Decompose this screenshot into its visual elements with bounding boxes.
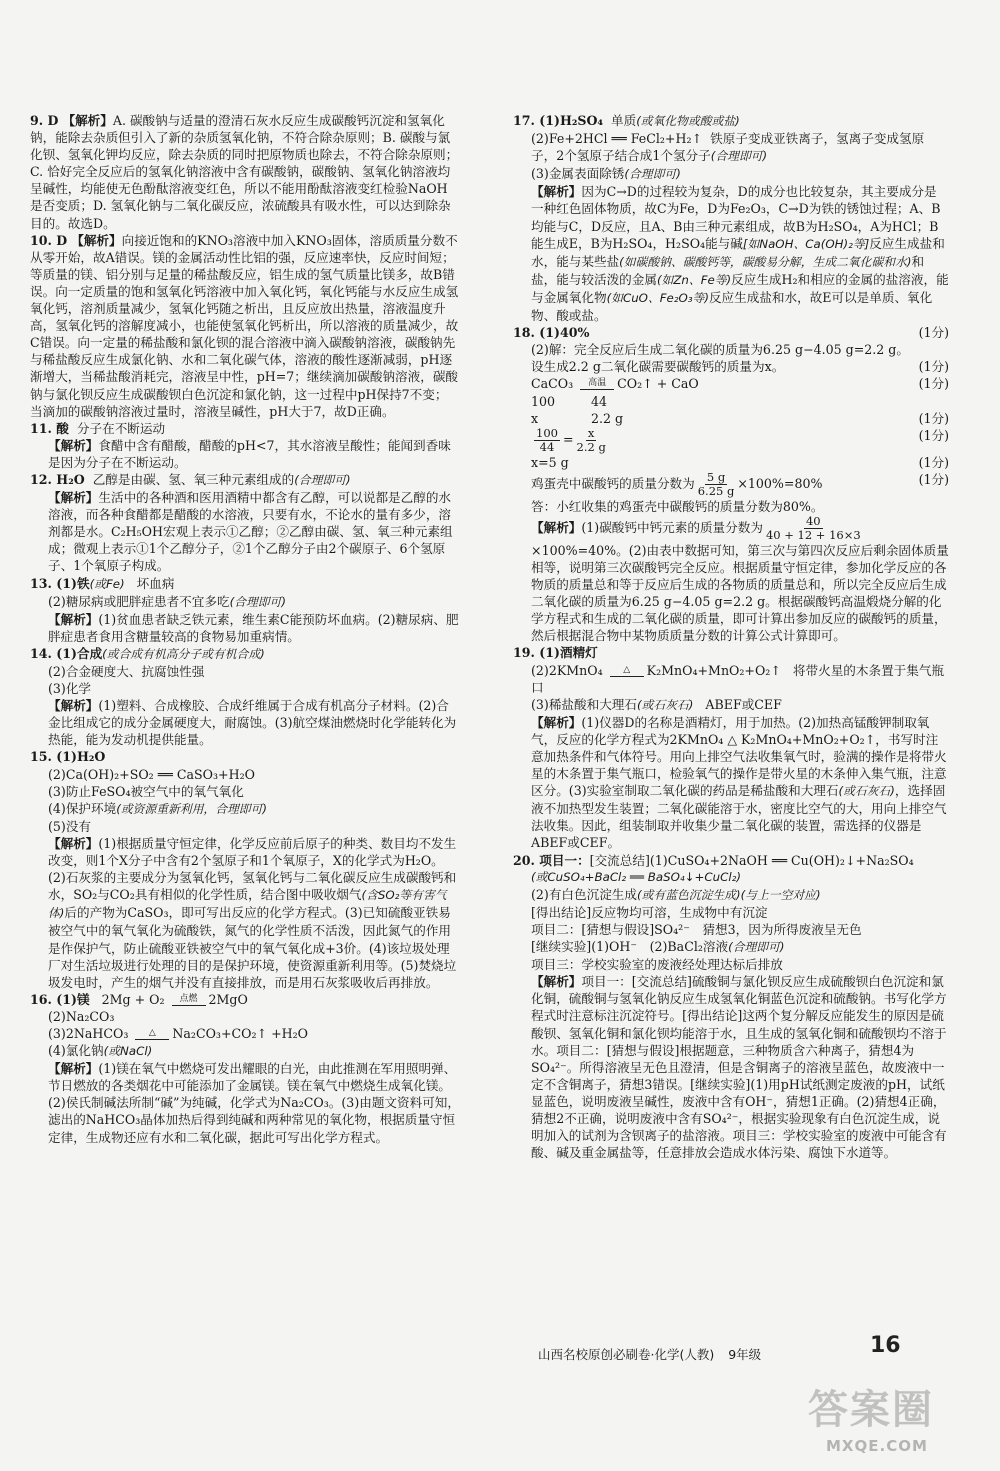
q20-number: 20. 项目一：	[513, 852, 590, 868]
q18-frac1-bottom: 44	[539, 439, 555, 454]
q19-text2: ，选择固液不加热型发生装置；二氧化碳能溶于水，密度比空气的大，用向上排空气法收集。因此，组装制取并收集少量二氧化碳的装置，需选择的仪器是ABEF或CEF。	[531, 783, 947, 851]
q17-text5: 反应生成盐和水，故E可以是单质、氧化物、酸或盐。	[531, 289, 933, 324]
q17-number: 17. (1)H₂SO₄	[513, 113, 603, 128]
q19-number: 19. (1)酒精灯	[513, 645, 598, 661]
q15-line4: (4)保护环境	[48, 800, 117, 816]
q18-eq-condition: 高温	[588, 378, 607, 389]
q15-text-note: (含SO₂等有害气体)	[48, 888, 447, 921]
q18-score-3: (1分)	[918, 376, 949, 392]
q16-line4: (4)氯化钠	[48, 1043, 104, 1059]
q18-score-5: (1分)	[918, 427, 949, 443]
q13-line2-note: (合理即可)	[229, 594, 286, 609]
q18-score-7: (1分)	[918, 471, 949, 487]
q16-text: (1)镁在氧气中燃烧可发出耀眼的白光，由此推测在军用照明弹、节日燃放的各类烟花中可能添加了金属镁。镁在氧气中燃烧生成氧化镁。(2)侯氏制碱法所制“碱”为纯碱，化学式为Na₂CO₃。(3)由题文资料可知，滤出的NaHCO₃晶体加热后得到纯碱和两种常见的氧化物，根据质量守恒定律，生成物还应有水和二氧化碳，据此可写出化学方程式。	[48, 1061, 460, 1145]
q19-line3-alt: (或石灰石)	[637, 697, 694, 712]
q15-text2: 后的产物为CaSO₃，即可写出反应的化学方程式。(3)已知硫酸亚铁易被空气中的氧气氧化为硫酸铁，氮气的化学性质不活泼，因此氮气的作用是作保护气，防止硫酸亚铁被空气中的氧气氧化成+3价。(4)该垃圾处理厂对生活垃圾进行处理的目的是保护环境，使资源重新利用等。(5)焚烧垃圾发电时，产生的烟气并没有直接排放，而是用石灰浆吸收后再排放。	[48, 905, 457, 990]
page-number: 16	[870, 1333, 901, 1358]
q18-tag: 【解析】	[531, 519, 582, 535]
q20-line2: (2)有白色沉淀生成	[531, 886, 637, 902]
q14-tag: 【解析】	[48, 698, 99, 714]
watermark-site: MXQE.COM	[826, 1437, 928, 1455]
q16-tag: 【解析】	[48, 1061, 99, 1077]
q10-tag: 【解析】	[71, 232, 122, 248]
q16-eq1-arrow	[172, 995, 206, 1006]
q20-line3: [得出结论]反应物均可溶，生成物中有沉淀	[531, 904, 768, 920]
q16-line3-condition: △	[148, 1027, 156, 1038]
q18-calculation: CaCO₃ 高温 CO₂↑ + CaO (1分) 100 44 x 2.2 g (1分) $\frac{100}{44}$ = $\frac{x}{2.2 g}$ (1分) x=5 g (1分) 鸡蛋壳中碳酸钙的质量分数为 $\frac{5 g}{6.25 g}$ ×100%=80% (1分) 答：小红收集的鸡蛋壳中碳酸钙的质量分数为80%。	[531, 376, 949, 514]
question-17	[513, 112, 949, 324]
footer-grade: 9年级	[728, 1347, 762, 1362]
q18-score-2: (1分)	[918, 359, 949, 375]
q19-note: (或石灰石)	[838, 784, 895, 799]
watermark-logo-text: 答案圈	[808, 1387, 934, 1433]
q17-note4: (如CuO、Fe₂O₃等)	[606, 290, 709, 305]
q13-answer: 坏血病	[136, 575, 175, 591]
q17-answer: 单质	[611, 113, 637, 128]
q16-line3: (3)2NaHCO₃	[48, 1025, 129, 1041]
q18-mass-2: 44	[591, 393, 608, 409]
q20-line5: [继续实验](1)OH⁻ (2)BaCl₂溶液	[531, 939, 729, 955]
q20-tag: 【解析】	[531, 974, 582, 990]
q17-note: [如NaOH、Ca(OH)₂等]	[742, 236, 870, 251]
q18-text-b: 100%=40%。(2)由表中数据可知，第三次与第四次反应后剩余固体质量相等，说明第三次碳酸钙完全反应。根据质量守恒定律，参加化学反应的各物质的质量总和等于反应后生成的各物质的质量总和，所以完全反应后生成二氧化碳的质量为6.25 g−4.05 g=2.2 g。根据碳酸钙高温煅烧分解的化学方程式和生成的二氧化碳的质量，即可计算出参加反应的碳酸钙的质量，然后根据混合物中某物质质量分数的计算公式计算即可。	[531, 542, 949, 644]
q18-answer: 答：小红收集的鸡蛋壳中碳酸钙的质量分数为80%。	[531, 498, 824, 514]
q19-line2-product: K₂MnO₄+MnO₂+O₂↑	[646, 662, 781, 678]
q19-line2b: 将带火星的木条置于集气瓶口	[531, 662, 945, 695]
q10-number: 10. D	[30, 232, 68, 248]
q12-text: 生活中的各种酒和医用酒精中都含有乙醇，可以说都是乙醇的水溶液，而各种食醋都是醋酸的水溶液，只要有水，不论水的量有多少，溶剂都是水。C₂H₅OH宏观上表示①乙醇；②乙醇由碳、氢、氧三种元素组成；微观上表示①1个乙醇分子，②1个乙醇分子由2个碳原子、6个氢原子、1个氧原子构成。	[48, 490, 453, 574]
q9-tag: 【解析】	[62, 113, 113, 128]
q20-text: 项目一：[交流总结]硫酸铜与氯化钡反应生成硫酸钡白色沉淀和氯化铜，硫酸铜与氢氧化钠反应生成氢氧化铜蓝色沉淀和硫酸钠。书写化学方程式时注意标注沉淀符号。[得出结论]这两个复分解反应能发生的原因是硫酸钡、氢氧化铜和氯化钡均能溶于水，且生成的氢氧化铜和硫酸钡均不溶于水。项目二：[猜想与假设]根据题意，三种物质含六种离子，猜想4为SO₄²⁻。所得溶液呈无色且澄清，但是含铜离子的溶液呈蓝色，故废液中一定不含铜离子，猜想3错误。[继续实验](1)用pH试纸测定废液的pH，试纸显蓝色，说明废液呈碱性，废液中含有OH⁻，猜想1正确。(2)猜想4正确，猜想2不正确，说明废液中含有SO₄²⁻，根据实验现象有白色沉淀生成，说明加入的试剂为含钡离子的盐溶液。项目三：学校实验室的废液中可能含有酸、碱及重金属盐等，任意排放会造成水体污染、腐蚀下水道等。	[531, 974, 947, 1161]
q12-answer: 乙醇是由碳、氢、氧三种元素组成的	[92, 471, 295, 487]
q19-line3: (3)稀盐酸和大理石	[531, 696, 637, 712]
q11-tag: 【解析】	[48, 437, 99, 453]
q12-number: 12. H₂O	[30, 471, 85, 487]
q11-number: 11. 酸	[30, 420, 69, 436]
q18-mass-1: 100	[531, 393, 556, 409]
q14-text: (1)塑料、合成橡胶、合成纤维属于合成有机高分子材料。(2)合金比组成它的成分金属硬度大，耐腐蚀。(3)航空煤油燃烧时化学能转化为热能，能为发动机提供能量。	[48, 698, 457, 748]
q20-line4: 项目二：[猜想与假设]SO₄²⁻ 猜想3，因为所得废液呈无色	[531, 921, 862, 937]
q17-alt: (或氧化物或酸或盐)	[636, 114, 740, 128]
q17-text3: 和盐，能与较活泼的金属	[531, 253, 925, 287]
q15-line3: (3)防止FeSO₄被空气中的氧气氧化	[48, 783, 244, 799]
q20-line1b: (或CuSO₄+BaCl₂ ══ BaSO₄↓+CuCl₂)	[531, 869, 741, 884]
q17-line3-note: (合理即可)	[624, 167, 681, 182]
q14-line2: (2)合金硬度大、抗腐蚀性强	[48, 664, 205, 679]
q18-line2: (2)解：完全反应后生成二氧化碳的质量为6.25 g−4.05 g=2.2 g。	[531, 342, 909, 358]
question-18: 18. (1)40% (1分) (2)解：完全反应后生成二氧化碳的质量为6.25 g−4.05 g=2.2 g。 设生成2.2 g二氧化碳需要碳酸钙的质量为x。 (1分) CaCO₃ 高温 CO₂↑ + CaO (1分) 100 44 x 2.2 g (1分) $\frac{100}{44}$ = $\frac{x}{2.2 g}$ (1分) x=5 g (1分) 鸡蛋壳中碳酸钙的质量分数为 $\frac{5 g}{6.25 g}$ ×100%=80% (1分) 答：小红收集的鸡蛋壳中碳酸钙的质量分数为80%。 【解析】(1)碳酸钙中钙元素的质量分数为 $\frac{40}{40 + 12 + 16\times 3}$ ×100%=40%。(2)由表中数据可知，第三次与第四次反应后剩余固体质量相等，说明第三次碳酸钙完全反应。根据质量守恒定律，参加化学反应的各物质的质量总和等于反应后生成的各物质的质量总和，所以完全反应后生成二氧化碳的质量为6.25 g−4.05 g=2.2 g。根据碳酸钙高温煅烧分解的化学方程式和生成的二氧化碳的质量，即可计算出参加反应的碳酸钙的质量，然后根据混合物中某物质质量分数的计算公式计算即可。	[513, 325, 949, 644]
q18-result: x=5 g	[531, 454, 569, 470]
q16-number: 16. (1)镁	[30, 991, 90, 1007]
q16-line3-product: Na₂CO₃+CO₂↑ +H₂O	[172, 1025, 309, 1041]
q18-score-1: (1分)	[918, 325, 949, 341]
q18-ca-fraction	[766, 515, 861, 542]
q20-line1: (1)CuSO₄+2NaOH ══ Cu(OH)₂↓+Na₂SO₄	[649, 852, 914, 868]
q13-text: (1)贫血患者缺乏铁元素，维生素C能预防坏血病。(2)糖尿病、肥胖症患者食用含糖量较高的食物易加重病情。	[48, 611, 459, 644]
question-9	[30, 112, 460, 232]
q19-line3b: ABEF或CEF	[705, 696, 782, 712]
q20-line6: 项目三：学校实验室的废液经处理达标后排放	[531, 957, 783, 973]
q9-number: 9. D	[30, 113, 59, 128]
q13-alt: (或Fe)	[89, 576, 125, 591]
q18-text-a: (1)碳酸钙中钙元素的质量分数为	[581, 519, 763, 535]
watermark-logo	[808, 1378, 988, 1462]
q16-eq1-product: 2MgO	[208, 991, 248, 1007]
q15-line4-note: (或资源重新利用，合理即可)	[116, 801, 267, 816]
q18-eq-right: CO₂↑ + CaO	[617, 376, 699, 392]
q9-text: A. 碳酸钠与适量的澄清石灰水反应生成碳酸钙沉淀和氢氧化钠，能除去杂质但引入了新的杂质氢氧化钠，不符合除杂原则；B. 碳酸与氯化钡、氢氧化钾均反应，除去杂质的同时把原物质也除去，不符合除杂原则；C. 恰好完全反应后的氢氧化钠溶液中含有碳酸钠，碳酸钠、氢氧化钠溶液均呈碱性，均能使无色酚酞溶液变红色，所以不能用酚酞溶液变红检验NaOH是否变质；D. 氢氧化钠与二氧化碳反应，浓硫酸具有吸水性，可以达到除杂目的。故选D。	[30, 113, 459, 231]
q19-line2-arrow	[610, 666, 644, 677]
question-12	[30, 471, 460, 575]
left-column	[30, 112, 460, 1146]
question-20	[513, 852, 949, 1162]
q15-tag: 【解析】	[48, 835, 99, 851]
page-footer	[538, 1345, 771, 1363]
q13-number: 13. (1)铁	[30, 575, 90, 591]
q16-eq1-condition: 点燃	[179, 993, 198, 1004]
question-16	[30, 991, 460, 1146]
q11-text: 食醋中含有醋酸，醋酸的pH<7，其水溶液呈酸性；能闻到香味是因为分子在不断运动。	[48, 437, 451, 470]
q14-alt: (或合成有机高分子或有机合成)	[102, 646, 265, 661]
q12-tag: 【解析】	[48, 490, 99, 506]
q17-line2b: 铁原子变成亚铁离子，氢离子变成氢原子，2个氢原子结合成1个氢分子	[531, 131, 925, 164]
q16-line2: (2)Na₂CO₃	[48, 1008, 115, 1024]
q15-number: 15. (1)H₂O	[30, 749, 106, 765]
q18-ca-bottom: 40 + 12 + 16×3	[765, 527, 861, 542]
q17-line2-note: (合理即可)	[710, 149, 768, 164]
q19-text: (1)仪器D的名称是酒精灯，用于加热。(2)加热高锰酸钾制取氧气，反应的化学方程式为2KMnO₄ △ K₂MnO₄+MnO₂+O₂↑，书写时注意加热条件和气体符号。用向上排空气法收集氧气时，验满的操作是将带火星的木条置于集气瓶口，检验氧气的操作是带火星的木条伸入集气瓶，注意区分。(3)实验室制取二氧化碳的药品是稀盐酸和大理石	[531, 714, 947, 799]
q10-text: 向接近饱和的KNO₃溶液中加入KNO₃固体，溶质质量分数不从零开始，故A错误。镁的金属活动性比铝的强，反应速率快，反应时间短；等质量的镁、铝分别与足量的稀盐酸反应，铝生成的氢气质量比镁多，故B错误。向一定质量的饱和氢氧化钙溶液中加入氧化钙，氧化钙能与水反应生成氢氧化钙，溶剂质量减少，氢氧化钙随之析出，且反应放出热量，溶液温度升高，氢氧化钙的溶解度减小，也能使氢氧化钙析出，所以溶液的质量减少，故C错误。向一定量的稀盐酸和氯化钡的混合溶液中滴入碳酸钠溶液，碳酸钠先与稀盐酸反应生成氯化钠、水和二氧化碳气体，溶液的酸性逐渐减弱，pH逐渐增大，当稀盐酸消耗完，溶液呈中性，pH=7；继续滴加碳酸钠溶液，碳酸钠与氯化钡反应生成碳酸钡白色沉淀和氯化钠，这一过程中pH保持7不变；当滴加的碳酸钠溶液过量时，溶液呈碱性，pH大于7，故D正确。	[30, 232, 459, 419]
q18-pct-top: 5 g	[706, 469, 726, 484]
q11-answer: 分子在不断运动	[76, 420, 166, 436]
q18-pct-text: 鸡蛋壳中碳酸钙的质量分数为	[531, 475, 695, 491]
q15-line5: (5)没有	[48, 818, 92, 834]
q17-text4: 反应生成H₂和相应的金属的盐溶液，能与金属氧化物	[531, 271, 949, 305]
question-19	[513, 644, 949, 851]
q16-line4-alt: (或NaCl)	[103, 1044, 153, 1059]
q18-score-6: (1分)	[918, 454, 949, 470]
q18-fraction-1	[534, 427, 560, 454]
q20-line2-note: (或有蓝色沉淀生成)(与上一空对应)	[637, 887, 821, 902]
q18-line3: 设生成2.2 g二氧化碳需要碳酸钙的质量为x。	[531, 359, 785, 375]
q18-eq-arrow	[580, 379, 614, 390]
right-column	[513, 112, 949, 1161]
q18-frac1-top: 100	[536, 425, 558, 440]
q17-note2: (如碳酸钠、碳酸钙等，碳酸易分解，生成二氧化碳和水)	[619, 254, 912, 269]
q17-line3: (3)金属表面除锈	[531, 166, 625, 182]
question-15	[30, 748, 460, 990]
question-14	[30, 645, 460, 749]
q14-number: 14. (1)合成	[30, 645, 103, 661]
q18-frac2-bottom: 2.2 g	[576, 439, 606, 454]
q18-eq-left: CaCO₃	[531, 376, 574, 392]
q17-line2a: (2)Fe+2HCl ══ FeCl₂+H₂↑	[531, 131, 703, 147]
q17-text2: 反应生成盐和水，能与某些盐	[531, 235, 945, 269]
question-10	[30, 232, 460, 420]
q20-line5-note: (合理即可)	[728, 940, 785, 955]
q19-line2: (2)2KMnO₄	[531, 662, 603, 678]
q12-note: (合理即可)	[294, 472, 351, 487]
q16-line3-arrow	[135, 1029, 169, 1040]
q20-tag1: [交流总结]	[589, 852, 650, 868]
q17-text: 因为C→D的过程较为复杂，D的成分也比较复杂，其主要成分是一种红色固体物质，故C为Fe，D为Fe₂O₃，C→D为铁的锈蚀过程；A、B均能与C，D反应，且A、B由三种元素组成，故B为H₂SO₄，A为HCl；B能生成E，B为H₂SO₄，H₂SO₄能与碱	[531, 184, 941, 251]
q18-frac2-top: x	[587, 425, 595, 440]
q14-line3: (3)化学	[48, 681, 92, 697]
q18-pct-fraction	[698, 471, 735, 498]
question-11	[30, 420, 460, 471]
q19-line2-condition: △	[623, 664, 631, 675]
q18-number: 18. (1)40%	[513, 325, 590, 341]
q18-x: x	[531, 410, 539, 426]
q18-ca-top: 40	[805, 513, 821, 528]
q13-line2: (2)糖尿病或肥胖症患者不宜多吃	[48, 593, 230, 609]
footer-title: 山西名校原创必刷卷·化学(人教)	[538, 1347, 715, 1362]
q13-tag: 【解析】	[48, 611, 99, 627]
q18-mass-3: 2.2 g	[591, 410, 624, 426]
q15-text: (1)根据质量守恒定律，化学反应前后原子的种类、数目均不发生改变，则1个X分子中含有2个氢原子和1个氧原子，X的化学式为H₂O。(2)石灰浆的主要成分为氢氧化钙，氢氧化钙与二氧化碳反应生成碳酸钙和水，SO₂与CO₂具有相似的化学性质，结合图中吸收烟气	[48, 835, 457, 903]
q18-fraction-2	[577, 427, 606, 454]
q17-tag: 【解析】	[531, 184, 582, 200]
q18-score-4: (1分)	[918, 410, 949, 426]
question-13	[30, 575, 460, 645]
q17-note3: (如Zn、Fe等)	[656, 272, 732, 287]
q19-tag: 【解析】	[531, 714, 582, 730]
q18-pct-tail: ×100%=80%	[737, 475, 823, 491]
q16-eq1: 2Mg + O₂	[101, 991, 165, 1007]
q18-pct-bottom: 6.25 g	[697, 483, 735, 498]
q15-line2: (2)Ca(OH)₂+SO₂ ══ CaSO₃+H₂O	[48, 766, 255, 782]
